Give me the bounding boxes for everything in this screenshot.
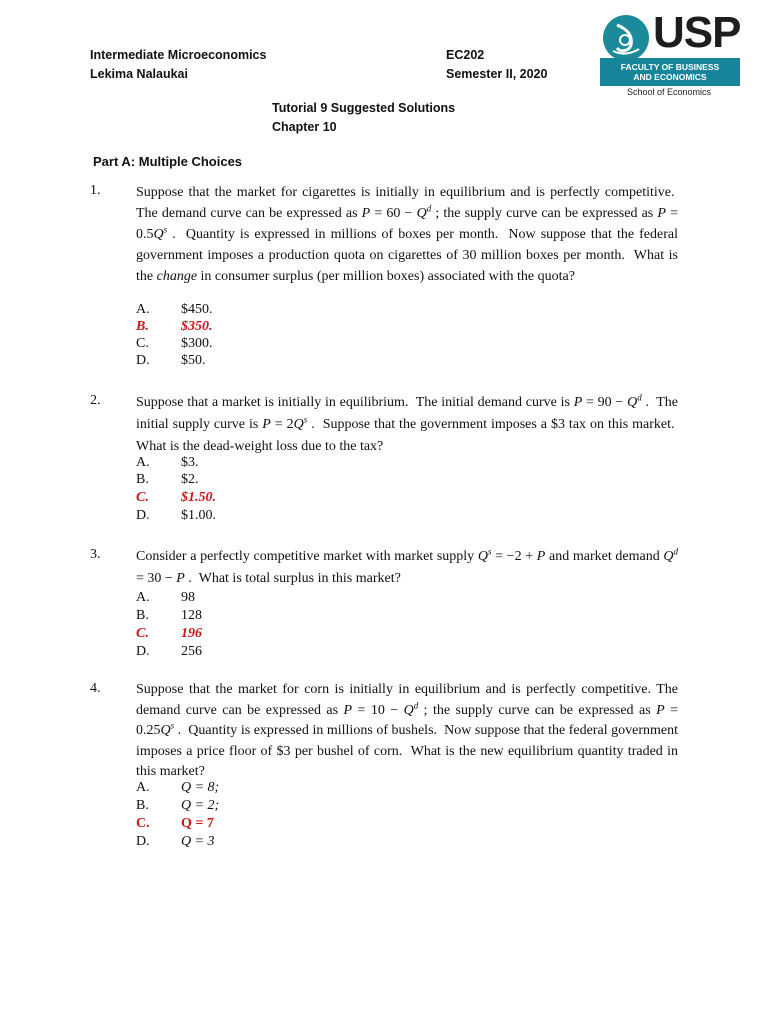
logo-text: USP [653, 8, 741, 57]
question-number: 4. [90, 681, 101, 696]
option-value: Q = 2; [181, 798, 220, 813]
option-value: 98 [181, 590, 195, 605]
question-number: 2. [90, 393, 101, 408]
option-label: B. [136, 319, 149, 334]
option-value: 256 [181, 644, 202, 659]
option-label: D. [136, 353, 150, 368]
semester: Semester II, 2020 [446, 67, 548, 81]
question-text: Consider a perfectly competitive market with market supply $Q^s = -2 + P$ and market demand $Q^d = 30 - P$ . What is total surplus in this market? [136, 546, 678, 586]
usp-emblem-icon [603, 15, 649, 61]
option-value: 128 [181, 608, 202, 623]
option-label: A. [136, 780, 150, 795]
option-label: C. [136, 490, 149, 505]
option-label: B. [136, 608, 149, 623]
option-value: $300. [181, 336, 213, 351]
option-label: B. [136, 798, 149, 813]
option-label: C. [136, 626, 149, 641]
option-value: Q = 8; [181, 780, 220, 795]
course-code: EC202 [446, 48, 485, 62]
question-text: Suppose that the market for corn is initially in equilibrium and is perfectly competitive. The demand curve can be expressed as $P = 10 - Q^d$ ; the supply curve can be expressed as $P = 0.25Q^s$ . Quantity is expressed in millions of bushels. Now suppose that the federal government imposes a price floor of $3 per bushel of corn. What is the new equilibrium quantity traded in this market? [136, 682, 678, 779]
option-value: $350. [181, 319, 213, 334]
chapter-label: Chapter 10 [272, 120, 337, 134]
question-text: Suppose that a market is initially in equilibrium. The initial demand curve is $P = 90 - Q^d$ . The initial supply curve is $P = 2Q^s$ . Suppose that the government imposes a $3 tax on this market. What is the dead-weight loss due to the tax? [136, 392, 679, 454]
course-name: Intermediate Microeconomics [90, 48, 267, 62]
school-name: School of Economics [627, 87, 712, 97]
section-title: Part A: Multiple Choices [93, 154, 243, 169]
option-value: $2. [181, 472, 199, 487]
question-number: 1. [90, 183, 101, 198]
option-label: C. [136, 816, 150, 831]
document-title: Tutorial 9 Suggested Solutions [272, 101, 456, 115]
faculty-line-2: AND ECONOMICS [633, 72, 707, 82]
option-label: A. [136, 302, 150, 317]
option-label: B. [136, 472, 149, 487]
option-value: Q = 7 [181, 816, 214, 831]
option-value: $1.50. [181, 490, 216, 505]
option-value: 196 [181, 626, 202, 641]
option-value: $3. [181, 455, 199, 470]
question-number: 3. [90, 547, 101, 562]
option-value: $450. [181, 302, 213, 317]
option-value: Q = 3 [181, 834, 215, 849]
option-value: $1.00. [181, 508, 216, 523]
faculty-band [600, 58, 740, 86]
question-text: Suppose that the market for cigarettes is initially in equilibrium and is perfectly competitive. The demand curve can be expressed as $P = 60 - Q^d$ ; the supply curve can be expressed as $P = 0.5Q^s$ . Quantity is expressed in millions of boxes per month. Now suppose that the federal government imposes a production quota on cigarettes of 30 million boxes per month. What is the change in consumer surplus (per million boxes) associated with the quota? [136, 185, 678, 284]
option-label: D. [136, 644, 150, 659]
lecturer-name: Lekima Nalaukai [90, 67, 188, 81]
option-label: C. [136, 336, 149, 351]
option-value: $50. [181, 353, 206, 368]
option-label: A. [136, 455, 150, 470]
option-label: D. [136, 508, 150, 523]
faculty-line-1: FACULTY OF BUSINESS [620, 62, 720, 72]
option-label: D. [136, 834, 150, 849]
option-label: A. [136, 590, 150, 605]
